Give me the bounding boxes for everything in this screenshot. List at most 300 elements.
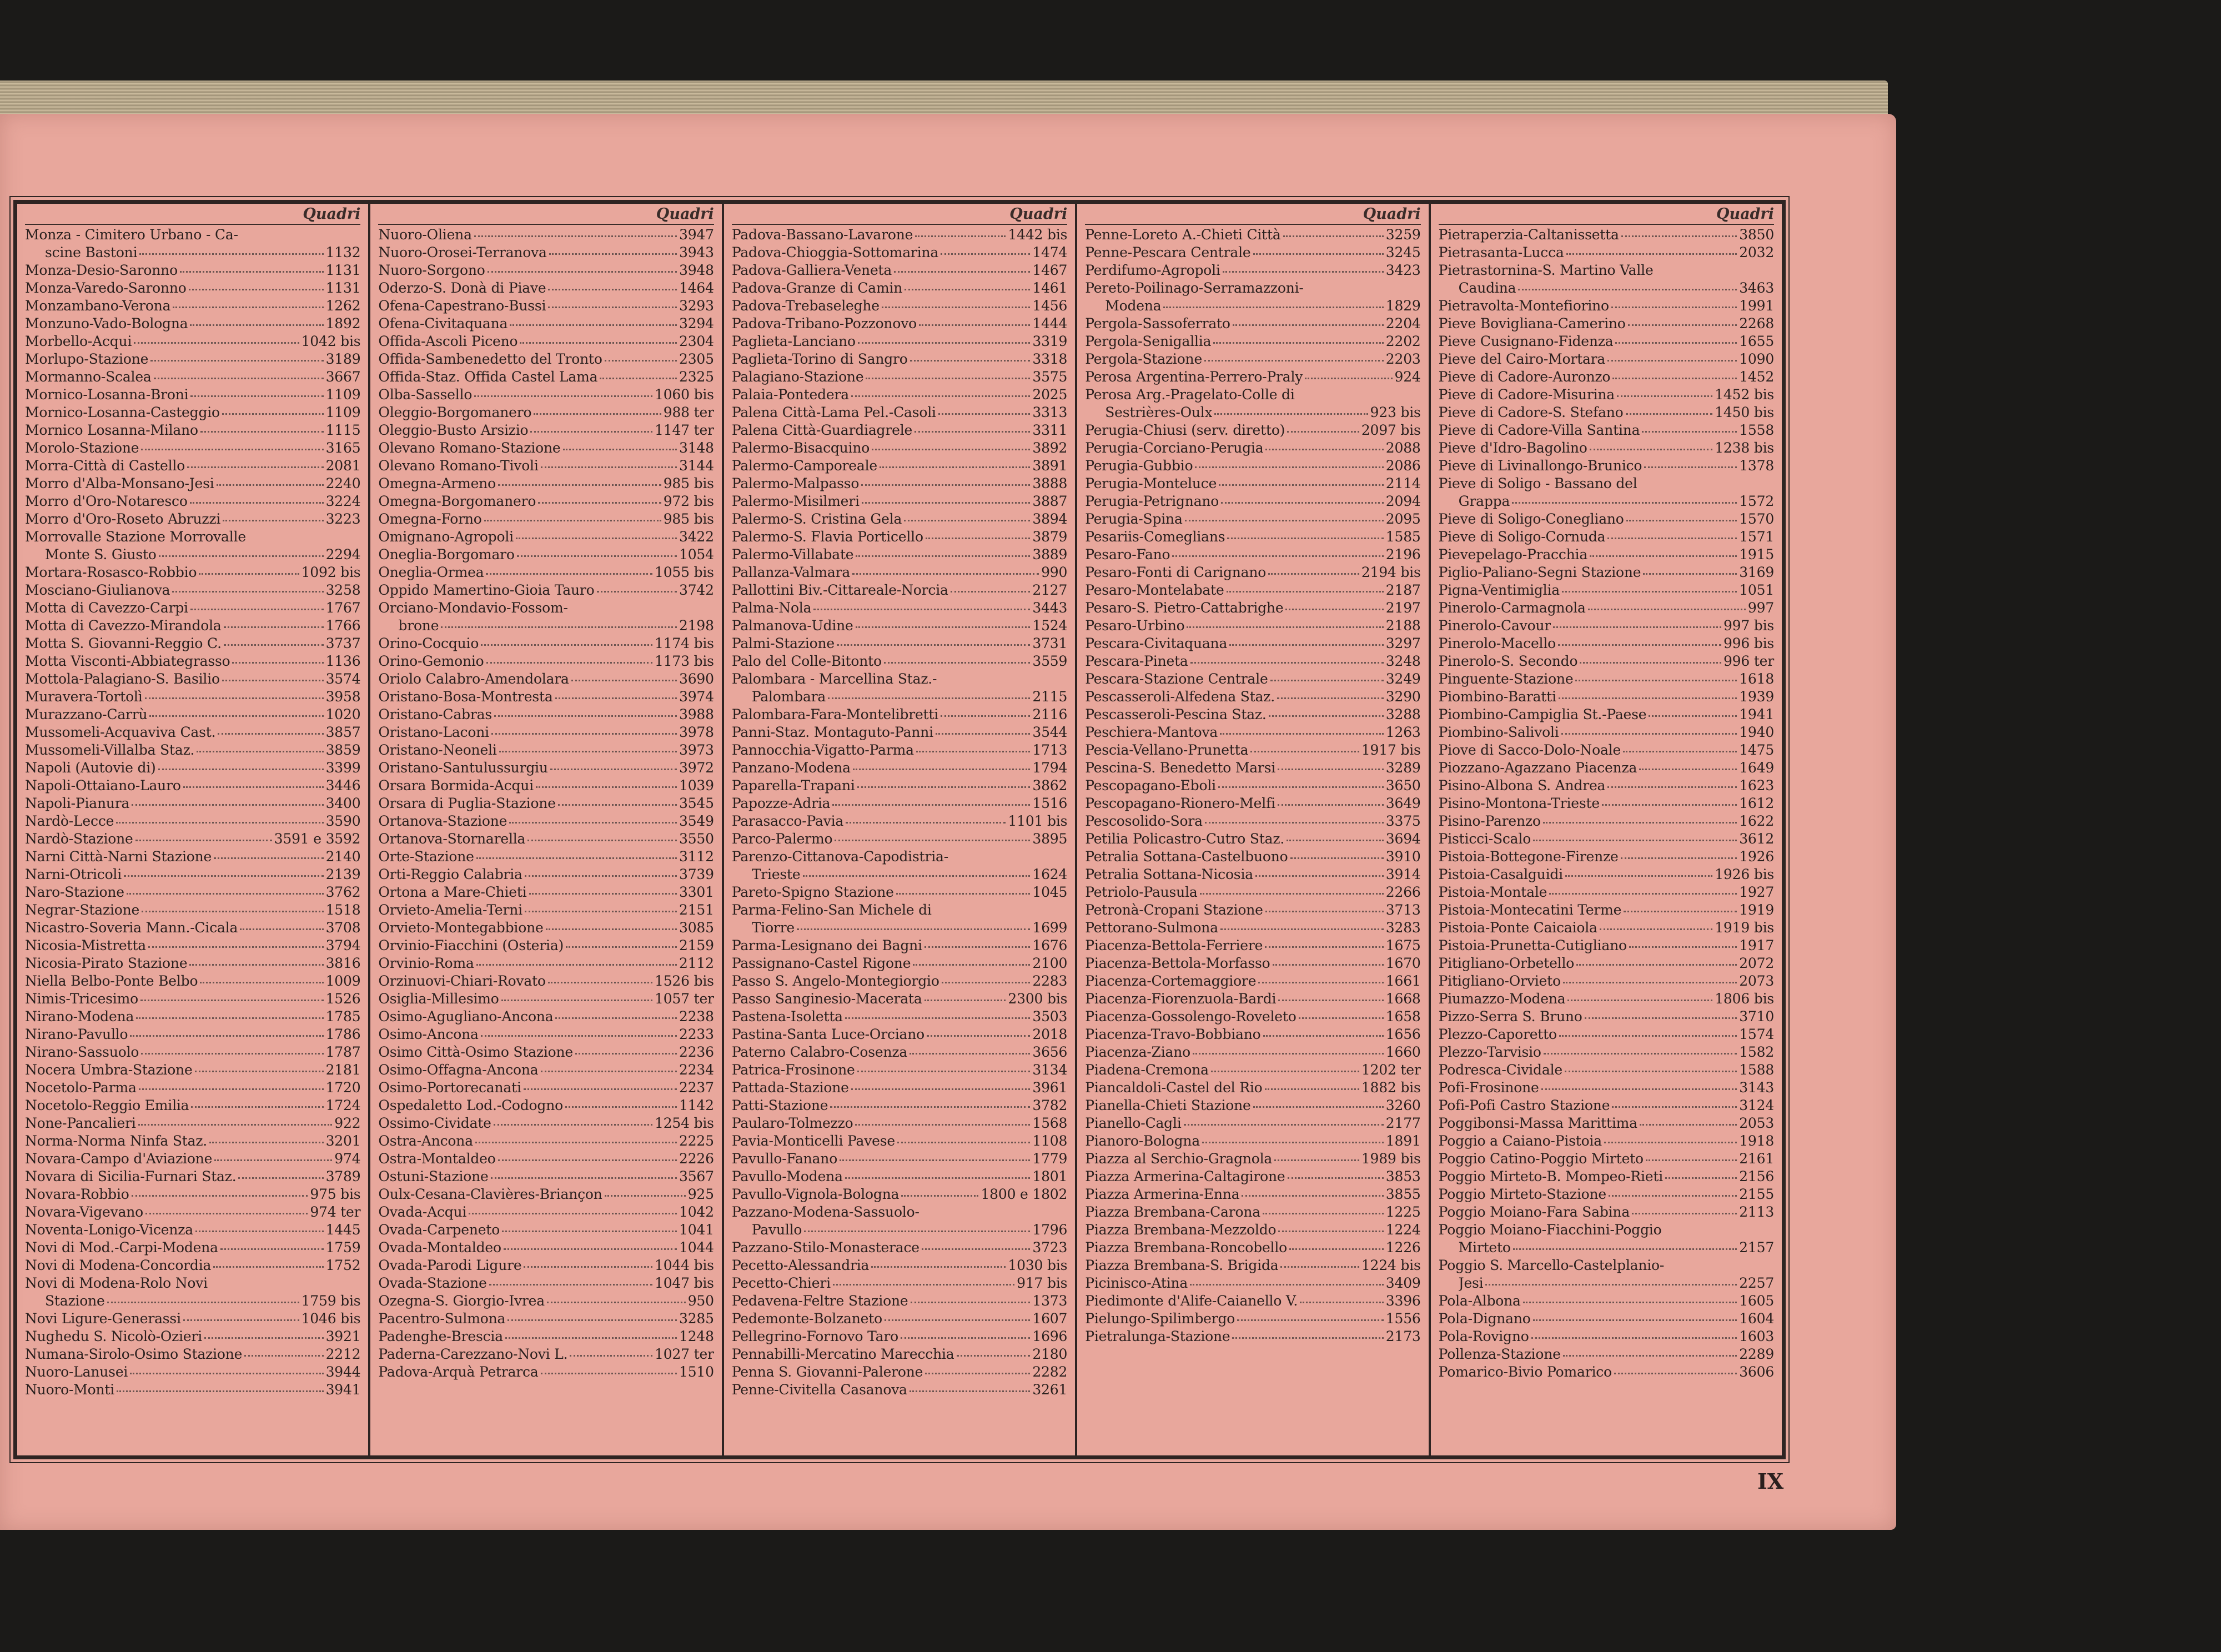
index-entry — [1085, 706, 1420, 724]
table-number: 1585 — [1385, 529, 1421, 545]
leader-dots — [1218, 785, 1384, 788]
route-name: Perugia-Monteluce — [1085, 475, 1217, 491]
leader-dots — [1214, 412, 1368, 415]
leader-dots — [914, 430, 1030, 433]
table-number: 3223 — [325, 511, 361, 527]
table-number: 2198 — [679, 617, 714, 634]
leader-dots — [1576, 963, 1737, 966]
leader-dots — [803, 874, 1031, 877]
route-name: Nirano-Modena — [25, 1008, 134, 1025]
leader-dots — [141, 1052, 323, 1055]
index-entry — [732, 564, 1067, 581]
table-number: 3816 — [325, 955, 361, 971]
index-entry — [732, 368, 1067, 386]
route-name: Piazza Brembana-Mezzoldo — [1085, 1222, 1277, 1238]
route-name: Morbello-Acqui — [25, 333, 132, 349]
leader-dots — [1205, 821, 1384, 824]
route-name: Pettorano-Sulmona — [1085, 920, 1218, 936]
leader-dots — [846, 821, 1006, 824]
leader-dots — [1607, 536, 1737, 539]
leader-dots — [555, 1016, 677, 1019]
index-entry — [25, 1221, 360, 1239]
table-number: 1927 — [1739, 884, 1775, 900]
route-name: Piacenza-Ziano — [1085, 1044, 1190, 1060]
leader-dots — [1285, 607, 1383, 610]
route-name: Oneglia-Borgomaro — [378, 546, 515, 563]
leader-dots — [145, 696, 324, 699]
index-entry — [1439, 1239, 1774, 1257]
route-name: Mussomeli-Acquaviva Cast. — [25, 724, 216, 740]
table-number: 924 — [1394, 369, 1421, 385]
index-entry — [378, 1150, 713, 1168]
index-entry — [1439, 1097, 1774, 1114]
route-name: Pecetto-Alessandria — [731, 1257, 870, 1273]
table-number: 3422 — [679, 529, 714, 545]
table-number: 1115 — [325, 422, 361, 438]
leader-dots — [1614, 1372, 1737, 1374]
leader-dots — [486, 572, 652, 575]
leader-dots — [566, 945, 677, 948]
index-entry — [1085, 1257, 1420, 1274]
table-number: 1794 — [1032, 760, 1068, 776]
table-number: 3690 — [679, 671, 714, 687]
column-header: Quadri — [1085, 205, 1420, 225]
leader-dots — [548, 981, 652, 983]
table-number: 1174 bis — [655, 635, 714, 651]
route-name: Monza-Varedo-Saronno — [25, 280, 187, 296]
leader-dots — [909, 1389, 1031, 1392]
route-name: Mottola-Palagiano-S. Basilio — [25, 671, 220, 687]
leader-dots — [832, 803, 1030, 806]
leader-dots — [541, 1069, 677, 1072]
index-entry — [732, 759, 1067, 777]
route-name: Morro d'Oro-Notaresco — [25, 493, 188, 509]
leader-dots — [1565, 1069, 1737, 1072]
table-number: 2325 — [679, 369, 714, 385]
table-number: 3921 — [325, 1328, 361, 1344]
leader-dots — [1602, 803, 1737, 806]
leader-dots — [922, 1247, 1030, 1250]
table-number: 1092 bis — [301, 564, 361, 580]
index-entry — [732, 1008, 1067, 1026]
index-entry — [732, 1274, 1067, 1292]
table-number: 2157 — [1739, 1239, 1775, 1256]
leader-dots — [1562, 590, 1737, 592]
route-name: Osimo-Offagna-Ancona — [378, 1062, 539, 1078]
index-entry — [378, 404, 713, 421]
table-number: 2294 — [325, 546, 361, 563]
route-name: Palena Città-Lama Pel.-Casoli — [731, 404, 936, 420]
leader-dots — [857, 1069, 1031, 1072]
index-entry — [1439, 759, 1774, 777]
index-entry — [1085, 599, 1420, 617]
leader-dots — [1255, 874, 1384, 877]
table-number: 3974 — [679, 689, 714, 705]
table-number: 3545 — [679, 795, 714, 811]
table-number: 1224 bis — [1361, 1257, 1421, 1273]
leader-dots — [1287, 430, 1359, 433]
route-name: Nocetolo-Parma — [25, 1079, 137, 1096]
table-number: 1461 — [1032, 280, 1068, 296]
index-entry — [25, 421, 360, 439]
table-number: 1785 — [325, 1008, 361, 1025]
index-entry — [25, 1168, 360, 1186]
leader-dots — [853, 767, 1031, 770]
leader-dots — [529, 892, 677, 895]
index-entry — [732, 1345, 1067, 1363]
leader-dots — [498, 1158, 677, 1161]
leader-dots — [217, 483, 324, 486]
route-name: Palmanova-Udine — [731, 617, 853, 634]
index-entry — [25, 652, 360, 670]
index-entry — [25, 226, 360, 244]
table-number: 2127 — [1032, 582, 1068, 598]
table-number: 1378 — [1739, 458, 1775, 474]
index-entry — [1439, 262, 1774, 279]
route-name: Nirano-Pavullo — [25, 1026, 128, 1042]
route-name: Pescara-Stazione Centrale — [1085, 671, 1268, 687]
index-entry — [378, 599, 713, 617]
leader-dots — [1646, 1158, 1737, 1161]
leader-dots — [1283, 234, 1384, 237]
route-name: Ortanova-Stornarella — [378, 831, 526, 847]
leader-dots — [1204, 359, 1384, 361]
index-entry — [25, 1239, 360, 1257]
table-number: 3144 — [679, 458, 714, 474]
index-entry — [1439, 901, 1774, 919]
table-number: 3731 — [1032, 635, 1068, 651]
index-entry — [732, 1203, 1067, 1221]
column-header: Quadri — [1439, 205, 1774, 225]
table-number: 1800 e 1802 — [981, 1186, 1068, 1202]
table-number: 3889 — [1032, 546, 1068, 563]
index-entry — [378, 1079, 713, 1097]
leader-dots — [172, 590, 323, 592]
route-name: Narni-Otricoli — [25, 866, 122, 882]
leader-dots — [1305, 376, 1392, 379]
index-entry — [25, 937, 360, 955]
leader-dots — [476, 963, 677, 966]
table-number: 2100 — [1032, 955, 1068, 971]
route-name: Padova-Bassano-Lavarone — [731, 227, 913, 243]
leader-dots — [910, 359, 1031, 361]
table-number: 3650 — [1385, 777, 1421, 794]
table-number: 1917 — [1739, 937, 1775, 953]
route-name: Piacenza-Bettola-Morfasso — [1085, 955, 1270, 971]
route-name: Oderzo-S. Donà di Piave — [378, 280, 546, 296]
leader-dots — [597, 590, 677, 592]
leader-dots — [837, 643, 1030, 646]
route-name: Napoli-Ottaiano-Lauro — [25, 777, 181, 794]
route-name: Nicosia-Mistretta — [25, 937, 146, 953]
route-name: Pesariis-Comeglians — [1085, 529, 1225, 545]
index-entry — [1439, 724, 1774, 741]
leader-dots — [213, 1265, 323, 1268]
index-entry — [732, 315, 1067, 333]
route-name: Pitigliano-Orvieto — [1438, 973, 1561, 989]
index-entry — [25, 955, 360, 972]
route-name: Paglieta-Torino di Sangro — [731, 351, 908, 367]
route-name: Oristano-Neoneli — [378, 742, 497, 758]
leader-dots — [140, 998, 324, 1001]
leader-dots — [1559, 1034, 1737, 1037]
route-name: Pinerolo-Macello — [1438, 635, 1556, 651]
route-name: None-Pancalieri — [25, 1115, 136, 1131]
route-name: Palombara — [751, 689, 826, 705]
index-entry — [378, 1239, 713, 1257]
route-name: Pescara-Civitaquana — [1085, 635, 1228, 651]
index-entry — [1439, 350, 1774, 368]
index-entry — [25, 990, 360, 1008]
route-name: Poggio Moiano-Fara Sabina — [1438, 1204, 1630, 1220]
table-number: 3887 — [1032, 493, 1068, 509]
leader-dots — [1278, 803, 1384, 806]
index-entry — [1085, 368, 1420, 386]
leader-dots — [142, 910, 323, 912]
table-number: 1607 — [1032, 1310, 1068, 1327]
table-number: 2156 — [1739, 1168, 1775, 1184]
route-name: Pinerolo-Cavour — [1438, 617, 1551, 634]
route-name: Oristano-Cabras — [378, 706, 492, 722]
table-number: 2173 — [1385, 1328, 1421, 1344]
route-name: Oulx-Cesana-Clavières-Briançon — [378, 1186, 602, 1202]
index-entry — [378, 279, 713, 297]
route-name: Penna S. Giovanni-Palerone — [731, 1364, 923, 1380]
index-entry — [732, 421, 1067, 439]
route-name: Pesaro-S. Pietro-Cattabrighe — [1085, 600, 1284, 616]
route-name: Ospedaletto Lod.-Codogno — [378, 1097, 563, 1113]
leader-dots — [1200, 892, 1384, 895]
route-name: Piadena-Cremona — [1085, 1062, 1209, 1078]
table-number: 3941 — [325, 1382, 361, 1398]
table-number: 3260 — [1385, 1097, 1421, 1113]
leader-dots — [1590, 554, 1737, 557]
index-entry — [732, 706, 1067, 724]
leader-dots — [1607, 785, 1737, 788]
route-name: Grappa — [1458, 493, 1510, 509]
route-name: Omegna-Armeno — [378, 475, 496, 491]
index-entry — [732, 581, 1067, 599]
route-name: Ovada-Montaldeo — [378, 1239, 501, 1256]
leader-dots — [1632, 1212, 1737, 1214]
leader-dots — [484, 519, 661, 521]
route-name: Perosa Arg.-Pragelato-Colle di — [1085, 386, 1295, 403]
index-entry — [378, 1274, 713, 1292]
route-name: Parenzo-Cittanova-Capodistria- — [731, 848, 948, 865]
index-entry — [1439, 297, 1774, 315]
index-entry — [25, 581, 360, 599]
index-entry — [1085, 350, 1420, 368]
leader-dots — [605, 359, 677, 361]
table-number: 3189 — [325, 351, 361, 367]
route-name: Novi di Modena-Concordia — [25, 1257, 212, 1273]
index-column — [370, 204, 723, 1455]
index-entry — [25, 350, 360, 368]
index-column — [1077, 204, 1430, 1455]
index-entry — [1085, 830, 1420, 848]
index-column — [1431, 204, 1782, 1455]
route-name: Orvinio-Roma — [378, 955, 474, 971]
route-name: Jesi — [1458, 1275, 1484, 1291]
index-entry — [378, 635, 713, 652]
index-entry — [1085, 279, 1420, 297]
route-name: Norma-Norma Ninfa Staz. — [25, 1133, 208, 1149]
table-number: 1518 — [325, 902, 361, 918]
table-number: 3134 — [1032, 1062, 1068, 1078]
table-number: 985 bis — [663, 475, 714, 491]
leader-dots — [517, 554, 677, 557]
table-number: 1109 — [325, 404, 361, 420]
route-name: Pavullo — [751, 1222, 802, 1238]
route-name: Offida-Staz. Offida Castel Lama — [378, 369, 598, 385]
table-number: 3794 — [325, 937, 361, 953]
index-entry — [1085, 1292, 1420, 1310]
route-name: Palo del Colle-Bitonto — [731, 653, 882, 669]
route-name: Morlupo-Stazione — [25, 351, 149, 367]
table-number: 3762 — [325, 884, 361, 900]
index-entry — [25, 670, 360, 688]
table-number: 3165 — [325, 440, 361, 456]
leader-dots — [852, 572, 1039, 575]
route-name: Paterno Calabro-Cosenza — [731, 1044, 908, 1060]
leader-dots — [1290, 856, 1384, 859]
route-name: Ovada-Acqui — [378, 1204, 467, 1220]
index-entry — [732, 741, 1067, 759]
index-entry — [378, 937, 713, 955]
table-number: 1991 — [1739, 298, 1775, 314]
index-entry — [1439, 617, 1774, 635]
table-number: 1248 — [679, 1328, 714, 1344]
index-entry — [1439, 564, 1774, 581]
table-number: 1524 — [1032, 617, 1068, 634]
leader-dots — [926, 536, 1031, 539]
leader-dots — [1273, 963, 1384, 966]
index-entry — [1439, 457, 1774, 475]
leader-dots — [936, 732, 1030, 735]
index-entry — [1439, 830, 1774, 848]
index-entry — [1085, 1132, 1420, 1150]
table-number: 3742 — [679, 582, 714, 598]
route-name: Ovada-Parodi Ligure — [378, 1257, 522, 1273]
route-name: Pomarico-Bivio Pomarico — [1438, 1364, 1612, 1380]
index-entry — [378, 972, 713, 990]
leader-dots — [183, 785, 324, 788]
table-number: 1044 — [679, 1239, 714, 1256]
route-name: Panni-Staz. Montaguto-Panni — [731, 724, 933, 740]
index-entry — [378, 1097, 713, 1114]
route-name: Paularo-Tolmezzo — [731, 1115, 853, 1131]
index-entry — [378, 617, 713, 635]
index-entry — [25, 1203, 360, 1221]
table-number: 923 bis — [1370, 404, 1421, 420]
index-entry — [1085, 1079, 1420, 1097]
route-name: Piazza Brembana-Roncobello — [1085, 1239, 1287, 1256]
table-number: 2159 — [679, 937, 714, 953]
route-name: Oneglia-Ormea — [378, 564, 484, 580]
leader-dots — [1265, 910, 1384, 912]
route-name: Monza - Cimitero Urbano - Ca- — [25, 227, 238, 243]
index-entry — [25, 1310, 360, 1328]
index-entry — [1085, 1239, 1420, 1257]
table-number: 1051 — [1739, 582, 1775, 598]
table-number: 1047 bis — [655, 1275, 714, 1291]
leader-dots — [494, 714, 677, 717]
route-name: Pianoro-Bologna — [1085, 1133, 1200, 1149]
table-number: 3943 — [679, 244, 714, 260]
index-entry — [1439, 883, 1774, 901]
route-name: Nuoro-Monti — [25, 1382, 115, 1398]
leader-dots — [1220, 927, 1384, 930]
table-number: 1759 bis — [301, 1293, 361, 1309]
table-number: 2203 — [1385, 351, 1421, 367]
leader-dots — [941, 714, 1030, 717]
route-name: Piacenza-Bettola-Ferriere — [1085, 937, 1263, 953]
leader-dots — [1280, 1265, 1359, 1268]
index-entry — [732, 795, 1067, 812]
index-entry — [378, 1008, 713, 1026]
index-entry — [378, 652, 713, 670]
leader-dots — [1289, 1247, 1384, 1250]
leader-dots — [187, 465, 324, 468]
route-name: Osiglia-Millesimo — [378, 991, 499, 1007]
route-name: Perdifumo-Agropoli — [1085, 262, 1220, 278]
route-name: Padenghe-Brescia — [378, 1328, 503, 1344]
index-entry — [1085, 635, 1420, 652]
leader-dots — [1258, 981, 1383, 983]
route-name: Motta di Cavezzo-Mirandola — [25, 617, 222, 634]
table-number: 2114 — [1385, 475, 1421, 491]
table-number: 1142 — [679, 1097, 714, 1113]
table-number: 1263 — [1385, 724, 1421, 740]
table-number: 1475 — [1739, 742, 1775, 758]
table-number: 3446 — [325, 777, 361, 794]
index-entry — [732, 350, 1067, 368]
index-entry — [378, 244, 713, 262]
table-number: 1020 — [325, 706, 361, 722]
route-name: Niella Belbo-Ponte Belbo — [25, 973, 198, 989]
index-entry — [378, 741, 713, 759]
route-name: Ozegna-S. Giorgio-Ivrea — [378, 1293, 545, 1309]
table-number: 3400 — [325, 795, 361, 811]
table-number: 1057 ter — [655, 991, 714, 1007]
leader-dots — [116, 821, 323, 824]
table-number: 2113 — [1739, 1204, 1775, 1220]
index-entry — [378, 1186, 713, 1203]
index-entry — [1439, 795, 1774, 812]
route-name: Mosciano-Giulianova — [25, 582, 170, 598]
table-number: 3258 — [325, 582, 361, 598]
route-name: Modena — [1105, 298, 1162, 314]
leader-dots — [218, 732, 323, 735]
route-name: Ostuni-Stazione — [378, 1168, 489, 1184]
route-name: Peschiera-Mantova — [1085, 724, 1218, 740]
index-entry — [378, 1328, 713, 1345]
table-number: 1882 bis — [1361, 1079, 1421, 1096]
table-number: 1588 — [1739, 1062, 1775, 1078]
leader-dots — [1227, 536, 1383, 539]
leader-dots — [1580, 661, 1721, 664]
leader-dots — [524, 1265, 652, 1268]
index-entry — [1439, 1168, 1774, 1186]
leader-dots — [941, 252, 1030, 255]
route-name: Plezzo-Tarvisio — [1438, 1044, 1541, 1060]
leader-dots — [199, 572, 299, 575]
route-name: Patrica-Frosinone — [731, 1062, 855, 1078]
table-number: 1526 bis — [655, 973, 714, 989]
table-number: 974 — [334, 1151, 361, 1167]
route-name: Piglio-Paliano-Segni Stazione — [1438, 564, 1641, 580]
route-name: Padova-Trebaseleghe — [731, 298, 880, 314]
